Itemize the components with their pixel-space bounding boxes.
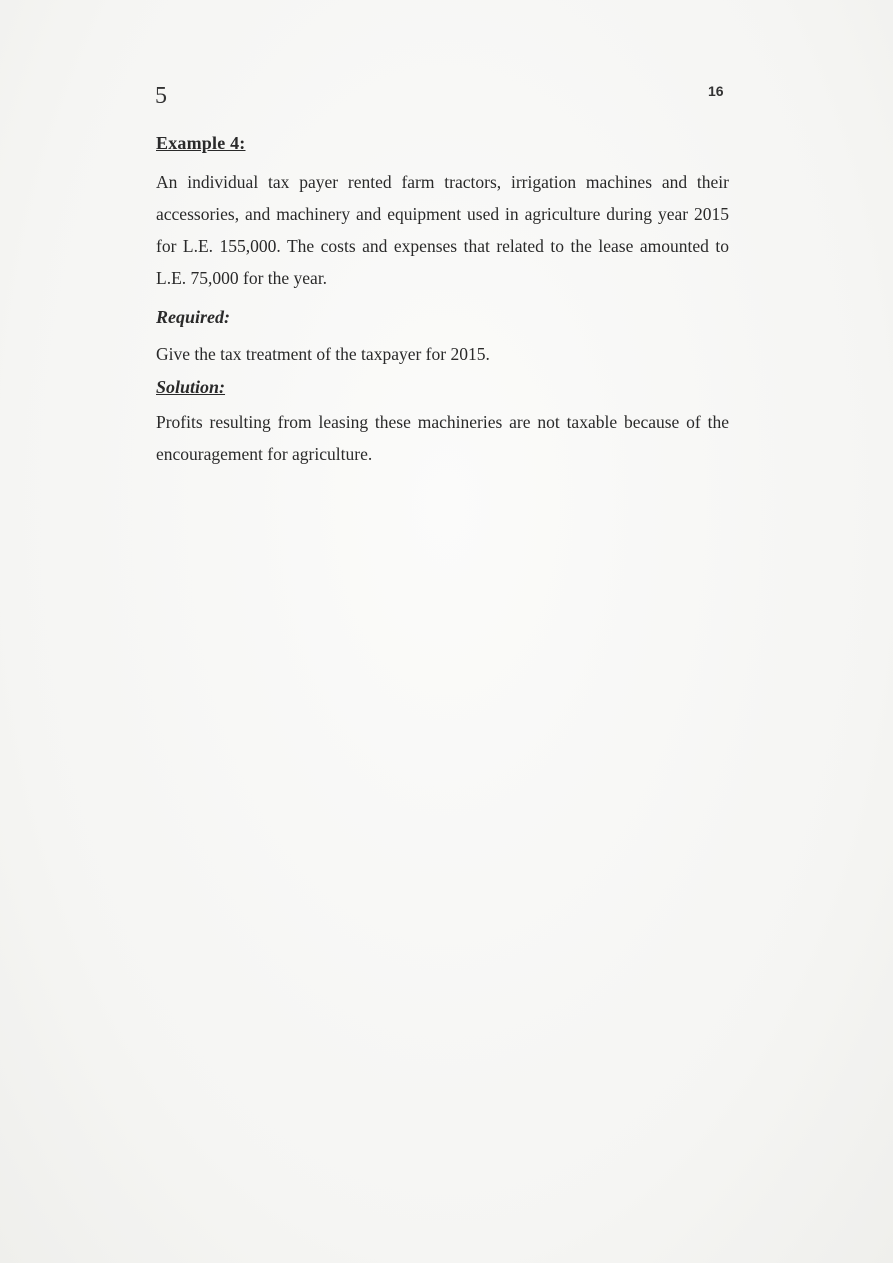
example-heading: Example 4: (156, 133, 246, 153)
page-number: 16 (708, 83, 724, 99)
required-heading: Required: (156, 307, 230, 327)
handwritten-page-mark: 5 (155, 83, 167, 109)
solution-heading: Solution: (156, 377, 226, 397)
document-content (156, 130, 729, 470)
example-body: An individual tax payer rented farm tractors, irrigation machines and their accessories, and machinery and equipment used in agriculture during year 2015 for L.E. 155,000. The costs and expenses that related to the lease amounted to L.E. 75,000 for the year. (156, 172, 729, 288)
required-body: Give the tax treatment of the taxpayer for 2015. (156, 344, 490, 364)
solution-body: Profits resulting from leasing these machineries are not taxable because of the encouragement for agriculture. (156, 412, 729, 464)
